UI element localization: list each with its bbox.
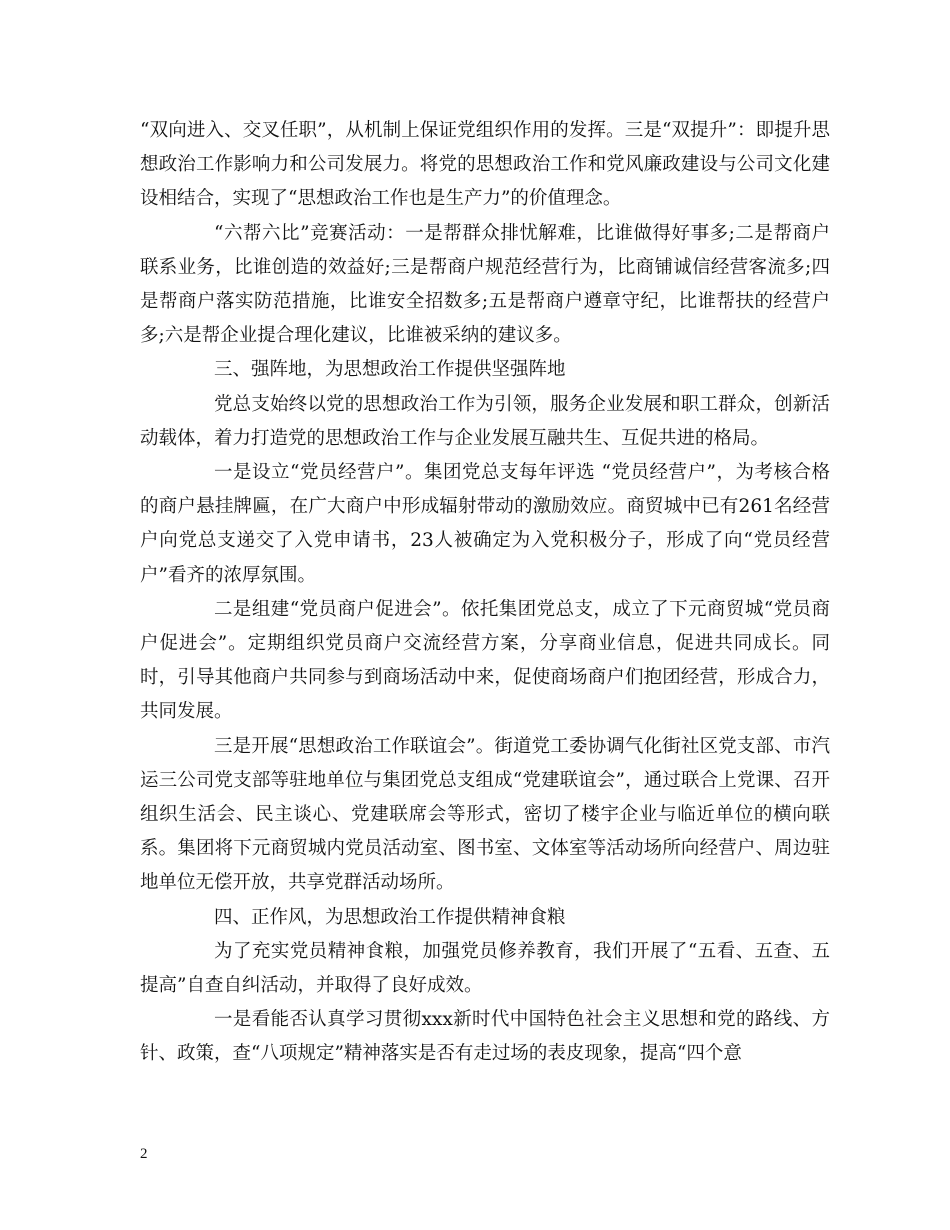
- paragraph-6: 二是组建“党员商户促进会”。依托集团党总支，成立了下元商贸城“党员商户促进会”。定期组织党员商户交流经营方案，分享商业信息，促进共同成长。同时，引导其他商户共同参与到商场活动中来，促使商场商户们抱团经营，形成合力，共同发展。: [140, 598, 830, 723]
- document-body: [140, 114, 830, 1072]
- page-number: 2: [140, 1146, 148, 1162]
- section-heading-3: 三、强阵地，为思想政治工作提供坚强阵地: [214, 359, 566, 381]
- paragraph-4: 党总支始终以党的思想政治工作为引领，服务企业发展和职工群众，创新活动载体，着力打造党的思想政治工作与企业发展互融共生、互促共进的格局。: [140, 393, 830, 449]
- paragraph-7: 三是开展“思想政治工作联谊会”。街道党工委协调气化街社区党支部、市汽运三公司党支部等驻地单位与集团党总支组成“党建联谊会”，通过联合上党课、召开组织生活会、民主谈心、党建联席会等形式，密切了楼宇企业与临近单位的横向联系。集团将下元商贸城内党员活动室、图书室、文体室等活动场所向经营户、周边驻地单位无偿开放，共享党群活动场所。: [140, 735, 830, 894]
- paragraph-1: “双向进入、交叉任职”，从机制上保证党组织作用的发挥。三是“双提升”：即提升思想政治工作影响力和公司发展力。将党的思想政治工作和党风廉政建设与公司文化建设相结合，实现了“思想政治工作也是生产力”的价值理念。: [140, 120, 830, 210]
- paragraph-2: “六帮六比”竞赛活动：一是帮群众排忧解难，比谁做得好事多;二是帮商户联系业务，比谁创造的效益好;三是帮商户规范经营行为，比商铺诚信经营客流多;四是帮商户落实防范措施，比谁安全招数多;五是帮商户遵章守纪，比谁帮扶的经营户多;六是帮企业提合理化建议，比谁被采纳的建议多。: [140, 222, 830, 347]
- section-heading-4: 四、正作风，为思想政治工作提供精神食粮: [214, 906, 566, 928]
- paragraph-9: 为了充实党员精神食粮，加强党员修养教育，我们开展了“五看、五查、五提高”自查自纠活动，并取得了良好成效。: [140, 940, 830, 997]
- paragraph-5: 一是设立“党员经营户”。集团党总支每年评选 “党员经营户”，为考核合格的商户悬挂牌匾，在广大商户中形成辐射带动的激励效应。商贸城中已有261名经营户向党总支递交了入党申请书，23人被确定为入党积极分子，形成了向“党员经营户”看齐的浓厚氛围。: [140, 462, 830, 586]
- paragraph-10: 一是看能否认真学习贯彻xxx新时代中国特色社会主义思想和党的路线、方针、政策，查“八项规定”精神落实是否有走过场的表皮现象，提高“四个意: [140, 1009, 830, 1065]
